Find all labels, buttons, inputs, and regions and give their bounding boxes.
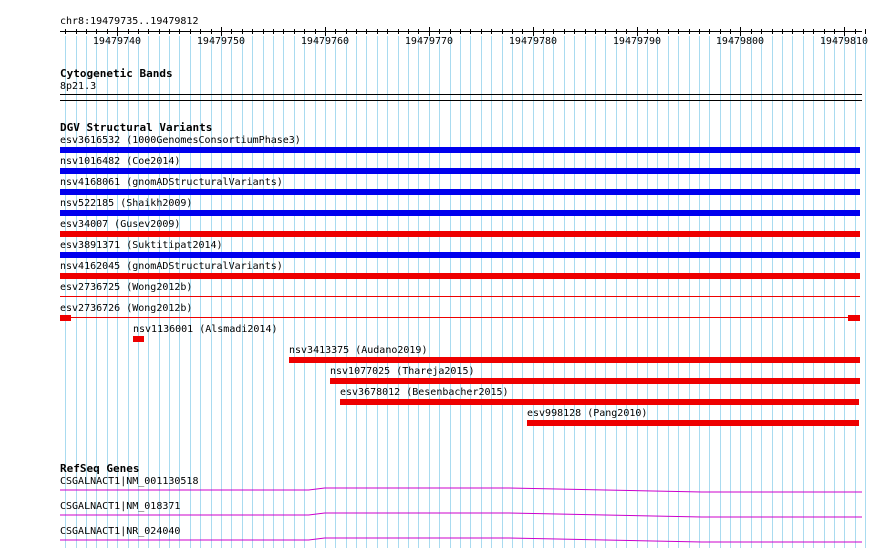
grid-line bbox=[761, 36, 762, 548]
ruler-tick bbox=[159, 29, 160, 34]
grid-line bbox=[803, 36, 804, 548]
refseq-track-title: RefSeq Genes bbox=[60, 462, 140, 475]
ruler-tick bbox=[657, 29, 658, 34]
grid-line bbox=[522, 36, 523, 548]
grid-line bbox=[772, 36, 773, 548]
grid-line bbox=[564, 36, 565, 548]
ruler-tick bbox=[211, 29, 212, 34]
ruler-tick bbox=[481, 29, 482, 34]
ruler-tick bbox=[720, 29, 721, 34]
dgv-feature-label[interactable]: nsv522185 (Shaikh2009) bbox=[60, 198, 193, 209]
grid-line bbox=[782, 36, 783, 548]
dgv-feature-label[interactable]: esv3891371 (Suktitipat2014) bbox=[60, 240, 223, 251]
ruler-tick bbox=[242, 29, 243, 34]
grid-line bbox=[678, 36, 679, 548]
ruler-tick bbox=[408, 29, 409, 34]
ruler-tick bbox=[813, 29, 814, 34]
dgv-feature-label[interactable]: nsv1077025 (Thareja2015) bbox=[330, 366, 475, 377]
dgv-feature-bar[interactable] bbox=[60, 189, 860, 195]
cytoband-top-line bbox=[60, 94, 862, 95]
grid-line bbox=[273, 36, 274, 548]
grid-line bbox=[616, 36, 617, 548]
grid-line bbox=[346, 36, 347, 548]
grid-line bbox=[294, 36, 295, 548]
ruler-tick bbox=[65, 29, 66, 34]
cytoband-track-title: Cytogenetic Bands bbox=[60, 67, 173, 80]
dgv-feature-bar[interactable] bbox=[60, 147, 860, 153]
region-label: chr8:19479735..19479812 bbox=[60, 16, 199, 27]
ruler-tick bbox=[533, 27, 534, 36]
ruler-tick bbox=[169, 29, 170, 34]
ruler-tick bbox=[221, 27, 222, 36]
grid-line bbox=[585, 36, 586, 548]
ruler-tick bbox=[460, 29, 461, 34]
grid-line bbox=[574, 36, 575, 548]
grid-line bbox=[637, 36, 638, 548]
dgv-feature-label[interactable]: esv3616532 (1000GenomesConsortiumPhase3) bbox=[60, 135, 301, 146]
grid-line bbox=[283, 36, 284, 548]
ruler-tick bbox=[761, 29, 762, 34]
ruler-tick bbox=[138, 29, 139, 34]
dgv-feature-label[interactable]: esv3678012 (Besenbacher2015) bbox=[340, 387, 509, 398]
ruler-tick-label: 19479790 bbox=[612, 36, 662, 47]
ruler-tick bbox=[76, 29, 77, 34]
ruler-tick bbox=[387, 29, 388, 34]
grid-line bbox=[543, 36, 544, 548]
ruler-tick bbox=[792, 29, 793, 34]
grid-line bbox=[481, 36, 482, 548]
ruler-tick bbox=[356, 29, 357, 34]
ruler-tick-label: 19479740 bbox=[92, 36, 142, 47]
grid-line bbox=[668, 36, 669, 548]
ruler-tick bbox=[844, 27, 845, 36]
grid-line bbox=[429, 36, 430, 548]
ruler-axis-line bbox=[60, 31, 862, 32]
ruler-tick bbox=[470, 29, 471, 34]
grid-line bbox=[470, 36, 471, 548]
refseq-gene-intron[interactable] bbox=[60, 487, 862, 493]
grid-line bbox=[689, 36, 690, 548]
grid-line bbox=[211, 36, 212, 548]
ruler-tick bbox=[418, 29, 419, 34]
ruler-tick bbox=[294, 29, 295, 34]
ruler-tick bbox=[678, 29, 679, 34]
refseq-gene-intron[interactable] bbox=[60, 537, 862, 543]
ruler-tick bbox=[304, 29, 305, 34]
ruler-tick bbox=[273, 29, 274, 34]
grid-line bbox=[657, 36, 658, 548]
grid-line bbox=[263, 36, 264, 548]
ruler-tick bbox=[377, 29, 378, 34]
ruler-tick bbox=[325, 27, 326, 36]
ruler-tick bbox=[346, 29, 347, 34]
ruler-tick bbox=[543, 29, 544, 34]
dgv-feature-bar[interactable] bbox=[60, 231, 860, 237]
ruler-tick bbox=[709, 29, 710, 34]
grid-line bbox=[439, 36, 440, 548]
ruler-tick bbox=[283, 29, 284, 34]
ruler-tick-label: 19479760 bbox=[300, 36, 350, 47]
dgv-feature-label[interactable]: esv2736726 (Wong2012b) bbox=[60, 303, 193, 314]
grid-line bbox=[595, 36, 596, 548]
ruler-tick bbox=[751, 29, 752, 34]
dgv-feature-bar[interactable] bbox=[60, 273, 860, 279]
grid-line bbox=[553, 36, 554, 548]
dgv-feature-bar[interactable] bbox=[289, 357, 860, 363]
grid-line bbox=[460, 36, 461, 548]
grid-line bbox=[377, 36, 378, 548]
ruler-tick bbox=[605, 29, 606, 34]
ruler-tick bbox=[803, 29, 804, 34]
ruler-tick bbox=[730, 29, 731, 34]
dgv-feature-bar[interactable] bbox=[330, 378, 860, 384]
dgv-feature-label[interactable]: nsv4168061 (gnomADStructuralVariants) bbox=[60, 177, 283, 188]
grid-line bbox=[304, 36, 305, 548]
ruler-tick bbox=[564, 29, 565, 34]
grid-line bbox=[366, 36, 367, 548]
dgv-feature-label[interactable]: nsv4162045 (gnomADStructuralVariants) bbox=[60, 261, 283, 272]
ruler-tick-label: 19479770 bbox=[404, 36, 454, 47]
dgv-track-title: DGV Structural Variants bbox=[60, 121, 213, 134]
refseq-gene-label[interactable]: CSGALNACT1|NM_018371 bbox=[60, 501, 181, 512]
grid-line bbox=[512, 36, 513, 548]
ruler-tick bbox=[128, 29, 129, 34]
ruler-tick bbox=[522, 29, 523, 34]
ruler-tick bbox=[252, 29, 253, 34]
refseq-gene-line bbox=[60, 488, 862, 492]
grid-line bbox=[751, 36, 752, 548]
grid-line bbox=[855, 36, 856, 548]
grid-line bbox=[824, 36, 825, 548]
ruler-tick bbox=[626, 29, 627, 34]
ruler-tick bbox=[502, 29, 503, 34]
dgv-feature-bar[interactable] bbox=[340, 399, 859, 405]
grid-line bbox=[699, 36, 700, 548]
ruler-tick bbox=[616, 29, 617, 34]
grid-line bbox=[408, 36, 409, 548]
refseq-gene-line bbox=[60, 513, 862, 517]
grid-line bbox=[398, 36, 399, 548]
ruler-tick bbox=[439, 29, 440, 34]
dgv-feature-bar[interactable] bbox=[60, 317, 860, 318]
ruler-tick bbox=[96, 29, 97, 34]
ruler-tick bbox=[689, 29, 690, 34]
ruler-tick bbox=[491, 29, 492, 34]
ruler-tick bbox=[512, 29, 513, 34]
ruler-tick bbox=[231, 29, 232, 34]
ruler-tick bbox=[668, 29, 669, 34]
ruler-tick bbox=[824, 29, 825, 34]
ruler-tick bbox=[263, 29, 264, 34]
grid-line bbox=[335, 36, 336, 548]
refseq-gene-intron[interactable] bbox=[60, 512, 862, 518]
dgv-feature-label[interactable]: nsv1016482 (Coe2014) bbox=[60, 156, 181, 167]
grid-line bbox=[626, 36, 627, 548]
grid-line bbox=[720, 36, 721, 548]
ruler-tick bbox=[107, 29, 108, 34]
cytoband-bottom-line bbox=[60, 100, 862, 101]
ruler-tick-label: 19479750 bbox=[196, 36, 246, 47]
ruler-tick bbox=[335, 29, 336, 34]
grid-line bbox=[844, 36, 845, 548]
ruler-tick bbox=[190, 29, 191, 34]
grid-line bbox=[647, 36, 648, 548]
grid-line bbox=[792, 36, 793, 548]
ruler-tick bbox=[595, 29, 596, 34]
ruler-tick bbox=[315, 29, 316, 34]
ruler-tick bbox=[834, 29, 835, 34]
ruler-tick-label: 19479810 bbox=[819, 36, 869, 47]
ruler-tick bbox=[865, 29, 866, 34]
grid-line bbox=[315, 36, 316, 548]
dgv-feature-bar[interactable] bbox=[527, 420, 859, 426]
ruler-tick bbox=[782, 29, 783, 34]
dgv-feature-label[interactable]: esv34007 (Gusev2009) bbox=[60, 219, 181, 230]
dgv-feature-bar[interactable] bbox=[60, 210, 860, 216]
grid-line bbox=[605, 36, 606, 548]
dgv-feature-label[interactable]: nsv3413375 (Audano2019) bbox=[289, 345, 428, 356]
ruler-tick-label: 19479780 bbox=[508, 36, 558, 47]
grid-line bbox=[387, 36, 388, 548]
grid-line bbox=[491, 36, 492, 548]
ruler-tick bbox=[117, 27, 118, 36]
ruler-tick bbox=[699, 29, 700, 34]
dgv-feature-bar[interactable] bbox=[60, 252, 860, 258]
ruler-tick bbox=[637, 27, 638, 36]
dgv-feature-label[interactable]: esv998128 (Pang2010) bbox=[527, 408, 648, 419]
grid-line bbox=[813, 36, 814, 548]
dgv-feature-bar[interactable] bbox=[60, 296, 860, 297]
grid-line bbox=[502, 36, 503, 548]
grid-line bbox=[221, 36, 222, 548]
grid-line bbox=[356, 36, 357, 548]
refseq-gene-line bbox=[60, 538, 862, 542]
ruler-tick bbox=[647, 29, 648, 34]
grid-line bbox=[709, 36, 710, 548]
ruler-tick bbox=[553, 29, 554, 34]
ruler-tick-label: 19479800 bbox=[715, 36, 765, 47]
grid-line bbox=[450, 36, 451, 548]
cytoband-label[interactable]: 8p21.3 bbox=[60, 81, 97, 92]
grid-line bbox=[325, 36, 326, 548]
ruler-tick bbox=[200, 29, 201, 34]
dgv-feature-bar[interactable] bbox=[60, 168, 860, 174]
grid-line bbox=[730, 36, 731, 548]
ruler-tick bbox=[179, 29, 180, 34]
refseq-gene-label[interactable]: CSGALNACT1|NR_024040 bbox=[60, 526, 181, 537]
ruler-tick bbox=[450, 29, 451, 34]
grid-line bbox=[418, 36, 419, 548]
grid-line bbox=[252, 36, 253, 548]
grid-line bbox=[242, 36, 243, 548]
dgv-feature-bar[interactable] bbox=[60, 315, 71, 321]
grid-line bbox=[834, 36, 835, 548]
ruler-tick bbox=[574, 29, 575, 34]
dgv-feature-label[interactable]: nsv1136001 (Alsmadi2014) bbox=[133, 324, 278, 335]
refseq-gene-label[interactable]: CSGALNACT1|NM_001130518 bbox=[60, 476, 199, 487]
grid-line bbox=[200, 36, 201, 548]
grid-line bbox=[865, 36, 866, 548]
grid-line bbox=[740, 36, 741, 548]
dgv-feature-bar[interactable] bbox=[133, 336, 144, 342]
dgv-feature-bar[interactable] bbox=[848, 315, 860, 321]
ruler-tick bbox=[585, 29, 586, 34]
ruler-tick bbox=[772, 29, 773, 34]
ruler-tick bbox=[740, 27, 741, 36]
ruler-tick bbox=[148, 29, 149, 34]
ruler-tick bbox=[86, 29, 87, 34]
dgv-feature-label[interactable]: esv2736725 (Wong2012b) bbox=[60, 282, 193, 293]
ruler-tick bbox=[429, 27, 430, 36]
grid-line bbox=[533, 36, 534, 548]
grid-line bbox=[231, 36, 232, 548]
ruler-tick bbox=[855, 29, 856, 34]
ruler-tick bbox=[398, 29, 399, 34]
ruler-tick bbox=[366, 29, 367, 34]
